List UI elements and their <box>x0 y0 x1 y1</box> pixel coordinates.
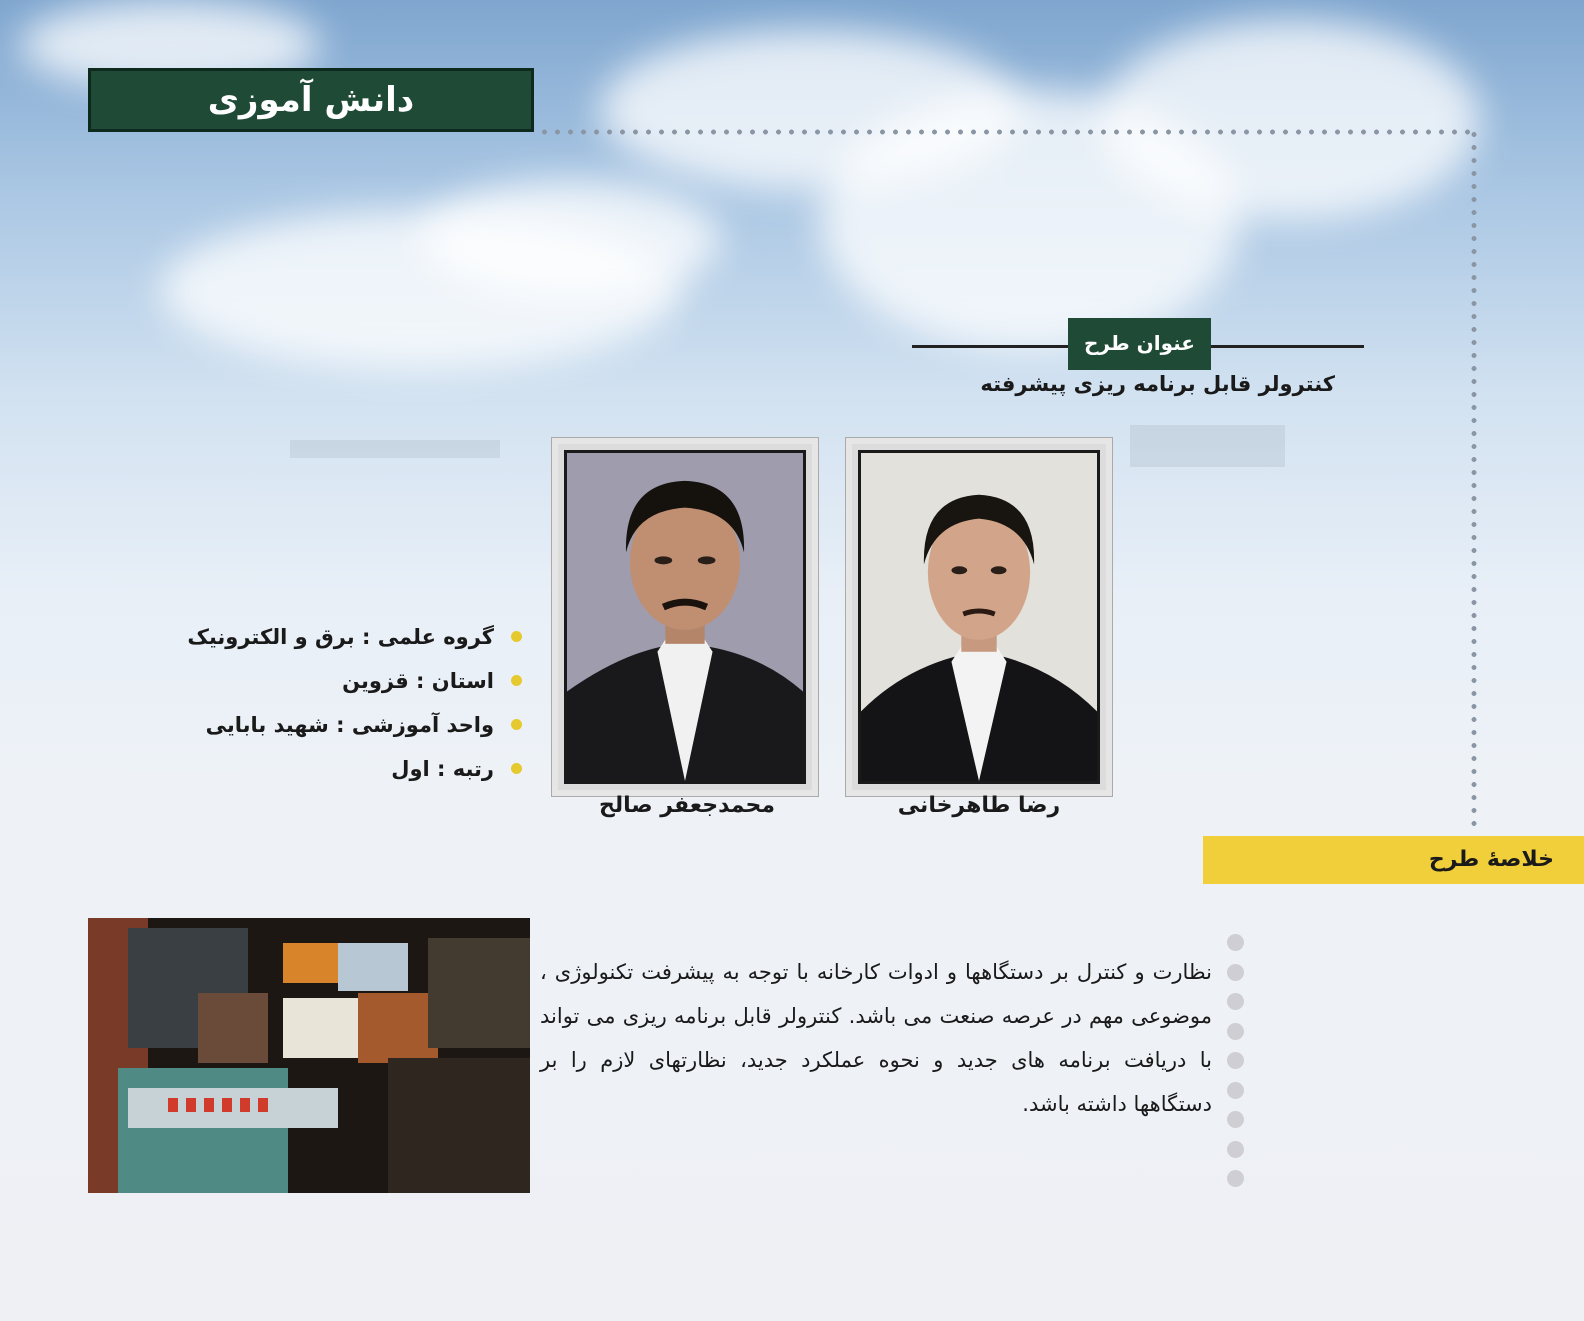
decorative-dots-column <box>1227 934 1245 1200</box>
summary-header-bar <box>1203 836 1584 884</box>
bullet-icon <box>511 719 522 730</box>
person-name-2: محمدجعفر صالح <box>598 793 776 818</box>
project-title: کنترولر قابل برنامه ریزی پیشرفته <box>980 372 1335 396</box>
project-title-label: عنوان طرح <box>1068 318 1211 370</box>
portrait-photo-1 <box>846 438 1112 796</box>
info-rank: رتبه : اول <box>391 757 494 781</box>
summary-text: نظارت و کنترل بر دستگاهها و ادوات کارخانه با توجه به پیشرفت تکنولوژی ، موضوعی مهم در عرصه صنعت می باشد. کنترولر قابل برنامه ریزی می تواند با دریافت برنامه های جدید و نحوه عملکرد جدید، نظارتهای لازم را بر دستگاهها داشته باشد. <box>540 960 1212 1116</box>
info-item <box>150 754 530 798</box>
info-item <box>150 622 530 666</box>
dotted-border-top <box>538 128 1478 136</box>
info-item <box>150 666 530 710</box>
bullet-icon <box>511 631 522 642</box>
portrait-photo-2 <box>552 438 818 796</box>
info-group: گروه علمی : برق و الکترونیک <box>187 625 494 649</box>
info-item <box>150 710 530 754</box>
info-province: استان : قزوین <box>342 669 494 693</box>
person-name-1: رضا طاهرخانی <box>897 793 1061 818</box>
equipment-photo <box>88 918 530 1193</box>
info-unit: واحد آموزشی : شهید بابایی <box>205 713 494 737</box>
section-title: دانش آموزی <box>88 68 534 132</box>
summary-label: خلاصهٔ طرح <box>1428 847 1554 872</box>
bullet-icon <box>511 763 522 774</box>
bullet-icon <box>511 675 522 686</box>
info-list <box>150 622 530 798</box>
dotted-border-right <box>1470 128 1478 828</box>
